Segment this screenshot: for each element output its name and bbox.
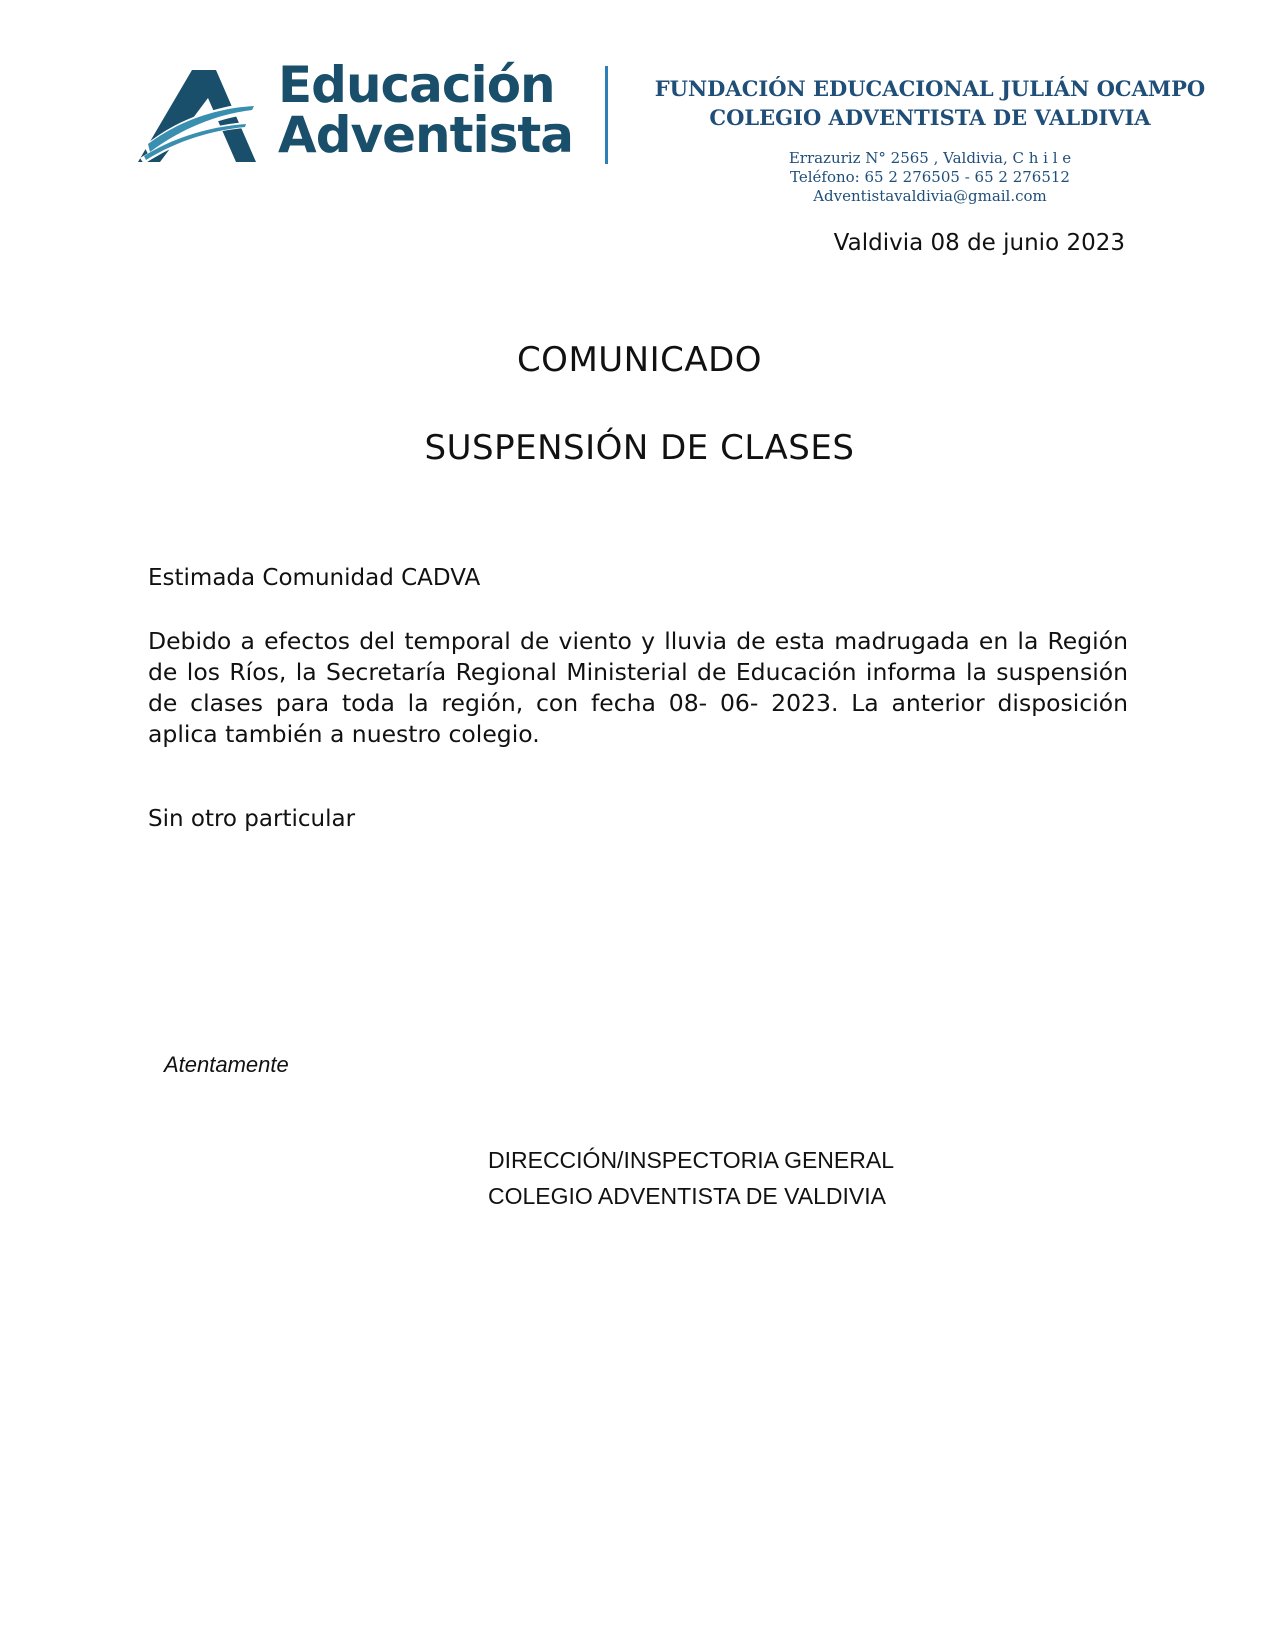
salutation: Estimada Comunidad CADVA [148,565,481,591]
closing: Sin otro particular [148,806,356,832]
signature-line-1: DIRECCIÓN/INSPECTORIA GENERAL [488,1147,894,1173]
foundation-name: FUNDACIÓN EDUCACIONAL JULIÁN OCAMPO [654,76,1206,101]
document-title: COMUNICADO [516,340,763,380]
logo-line-2: Adventista [278,106,574,164]
logo [138,56,578,166]
phone: Teléfono: 65 2 276505 - 65 2 276512 [790,168,1070,186]
address: Errazuriz N° 2565 , Valdivia, C h i l e [788,149,1072,167]
document-subtitle: SUSPENSIÓN DE CLASES [424,428,855,468]
logo-line-1: Educación [278,56,555,114]
email: Adventistavaldivia@gmail.com [813,187,1047,205]
education-logo-icon [138,66,266,166]
letter-date: Valdivia 08 de junio 2023 [833,230,1125,256]
institution-header [640,74,1220,206]
header-divider [605,66,608,164]
logo-wordmark [278,56,574,164]
signature-line-2: COLEGIO ADVENTISTA DE VALDIVIA [488,1183,886,1209]
body-paragraph: Debido a efectos del temporal de viento y lluvia de esta madrugada en la Región de los Ríos, la Secretaría Regional Ministerial de Educación informa la suspensión de clases para toda la región, con fecha 08- 06- 2023. La anterior disposición aplica también a nuestro colegio. [148,627,1128,748]
sign-off: Atentamente [164,1052,289,1077]
signature-block [488,1142,894,1214]
school-name: COLEGIO ADVENTISTA DE VALDIVIA [709,105,1151,130]
contact-info [640,149,1220,206]
